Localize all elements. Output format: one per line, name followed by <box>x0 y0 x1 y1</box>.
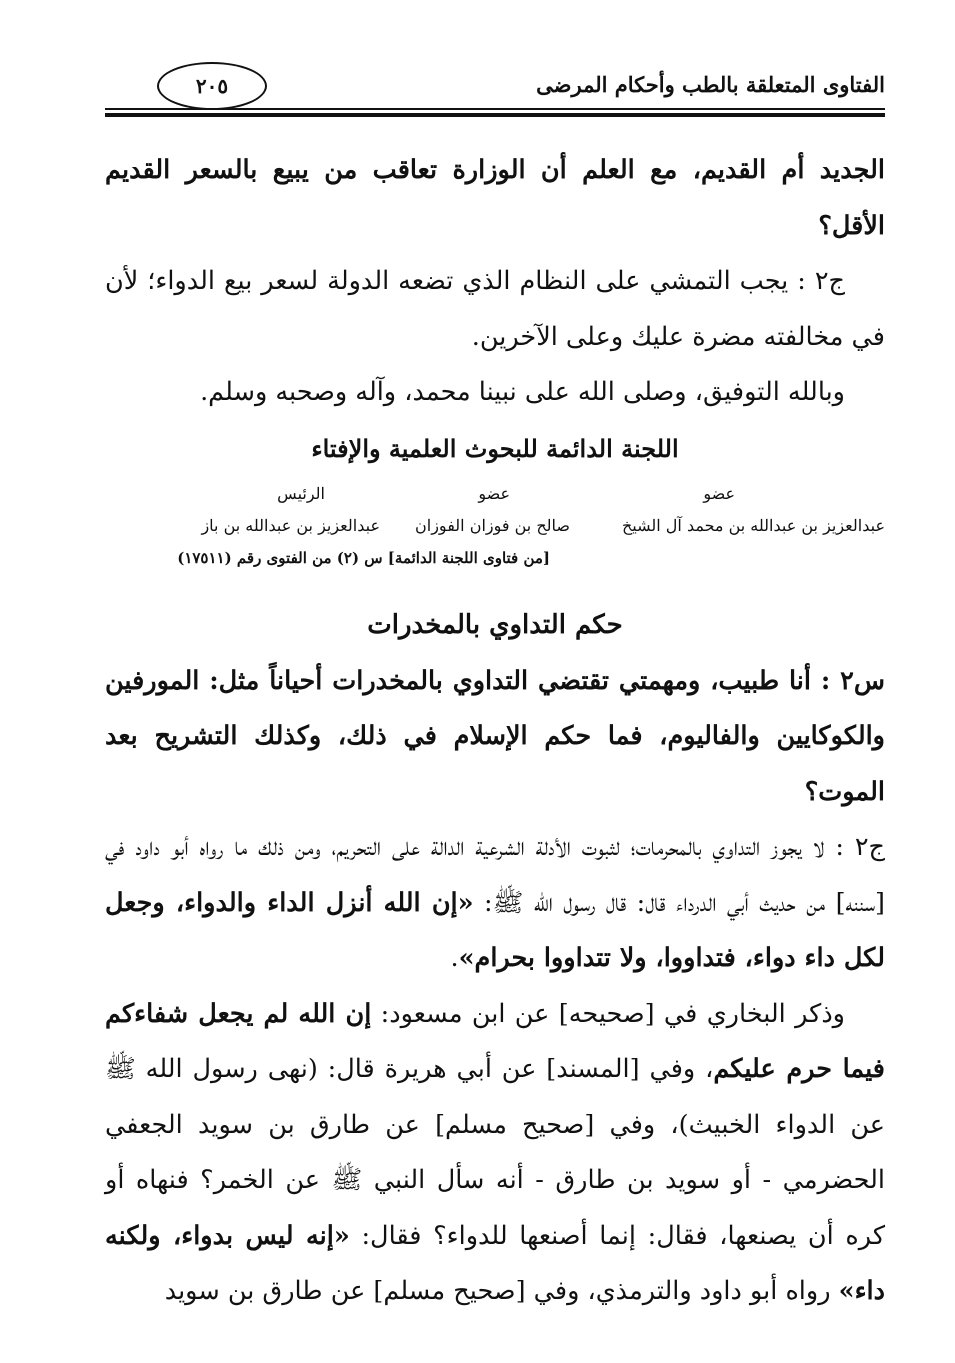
committee-signatures <box>105 476 885 598</box>
role-president: الرئيس <box>277 484 325 503</box>
page-header <box>105 62 885 118</box>
header-rule-thin <box>105 108 885 110</box>
closing-prayer: وبالله التوفيق، وصلى الله على نبينا محمد، وآله وصحبه وسلم. <box>200 377 845 407</box>
answer-2-intro: ج٢ : لا يجوز التداوي بالمحرمات؛ لثبوت الأدلة الشرعية الدالة على التحريم، ومن ذلك ما رواه أبو داود في [سننه] من حديث أبي الدرداء قال: قال رسول الله ﷺ: <box>105 832 886 918</box>
member-2-name: صالح بن فوزان الفوزان <box>415 516 570 535</box>
member-1-name: عبدالعزيز بن عبدالله بن محمد آل الشيخ <box>621 516 885 535</box>
question-2: س٢ : أنا طبيب، ومهمتي تقتضي التداوي بالمخدرات أحياناً مثل: المورفين والكوكايين والفاليوم، فما حكم الإسلام في ذلك، وكذلك التشريح بعد الموت؟ <box>105 665 885 807</box>
header-rule-thick <box>105 113 885 117</box>
paragraph-3-part-3: رواه أبو داود والترمذي، وفي [صحيح مسلم] عن طارق بن سويد <box>164 1276 839 1306</box>
president-name: عبدالعزيز بن عبدالله بن باز <box>201 516 380 535</box>
fatwa-source-reference: [من فتاوى اللجنة الدائمة] س (٢) من الفتوى رقم (١٧٥١١) <box>177 549 550 567</box>
page-number: ٢٠٥ <box>157 62 267 110</box>
paragraph-3-part-1: وذكر البخاري في [صحيحه] عن ابن مسعود: <box>371 998 845 1029</box>
section-title: حكم التداوي بالمخدرات <box>367 610 623 640</box>
ibn-masud-quote: إن الله لم يجعل شفاءكم فيما حرم عليكم <box>105 998 885 1084</box>
answer-2-end: . <box>450 943 459 973</box>
answer-1: ج٢ : يجب التمشي على النظام الذي تضعه الدولة لسعر بيع الدواء؛ لأن في مخالفته مضرة عليك وعلى الآخرين. <box>105 266 885 352</box>
paragraph-3-part-2: ، وفي [المسند] عن أبي هريرة قال: (نهى رسول الله ﷺ عن الدواء الخبيث)، وفي [صحيح مسلم] عن طارق بن سويد الجعفي الحضرمي - أو سويد بن طارق - أنه سأل النبي ﷺ عن الخمر؟ فنهاه أو كره أن يصنعها، فقال: إنما أصنعها للدواء؟ فقال: <box>105 1054 885 1251</box>
book-title: الفتاوى المتعلقة بالطب وأحكام المرضى <box>536 72 885 97</box>
paragraph-3 <box>105 987 885 1320</box>
paragraph-3-hadith: «إنه ليس بدواء، ولكنه داء» <box>105 1220 885 1306</box>
answer-2-hadith: «إن الله أنزل الداء والدواء، وجعل لكل داء دواء، فتداووا، ولا تتداووا بحرام» <box>105 887 885 973</box>
role-member-1: عضو <box>703 484 735 503</box>
answer-2 <box>105 820 885 987</box>
role-member-2: عضو <box>478 484 510 503</box>
page-content <box>105 143 885 1320</box>
question-1-tail: الجديد أم القديم، مع العلم أن الوزارة تعاقب من يبيع بالسعر القديم الأقل؟ <box>105 155 885 241</box>
committee-name: اللجنة الدائمة للبحوث العلمية والإفتاء <box>311 433 679 463</box>
